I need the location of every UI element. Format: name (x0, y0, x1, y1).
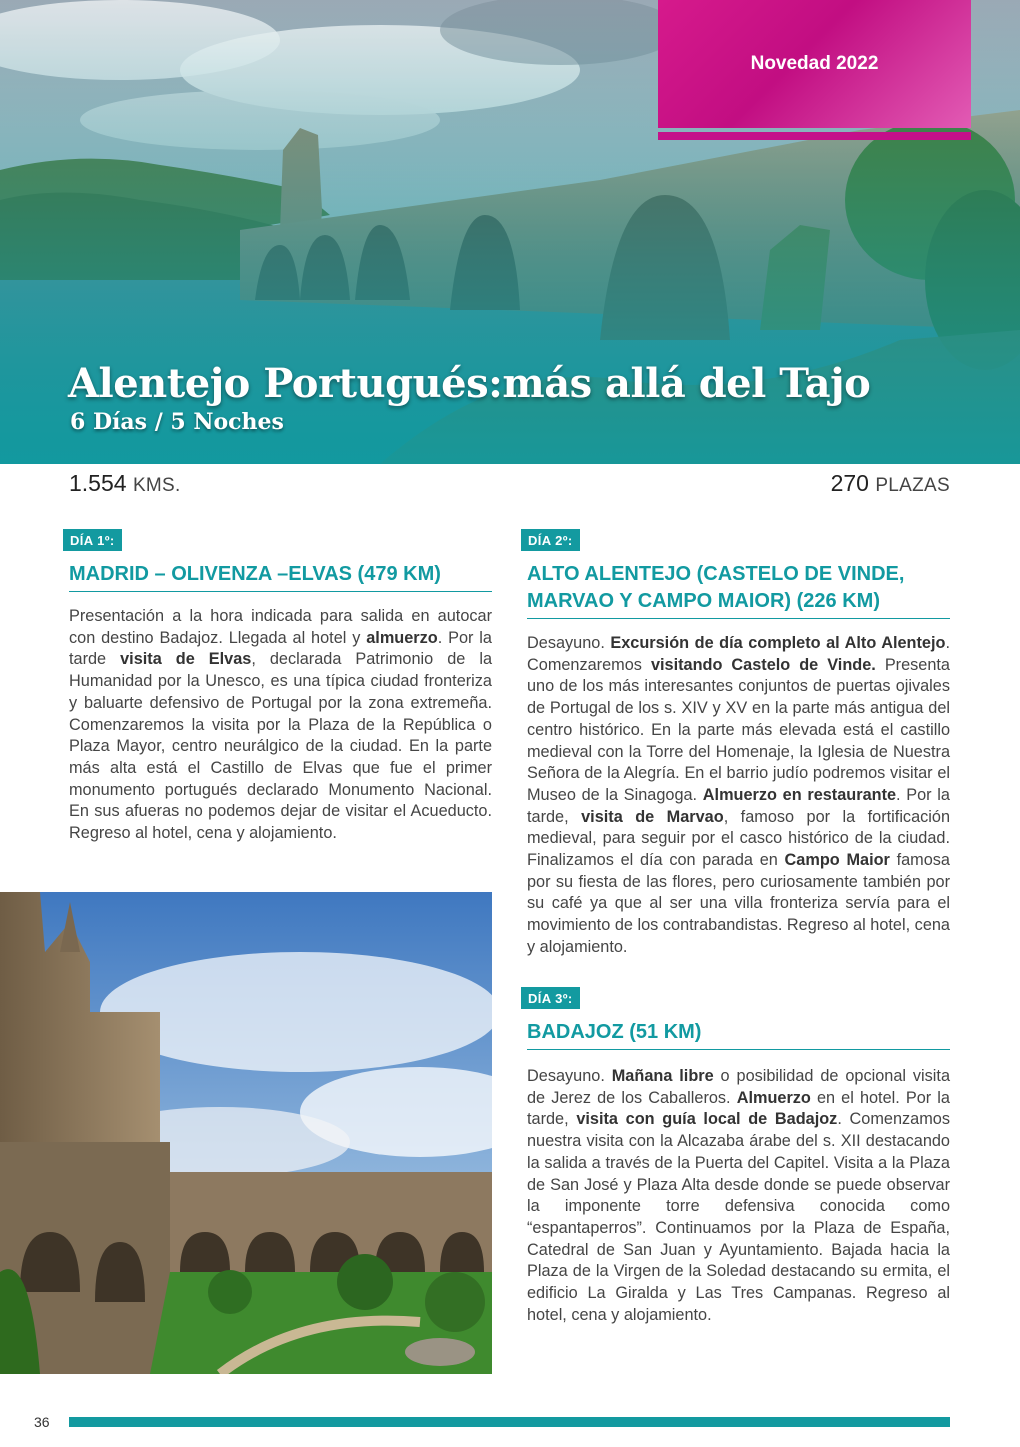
distance-unit: KMS. (132, 475, 181, 496)
day-1-title: MADRID – OLIVENZA –ELVAS (479 KM) (69, 561, 492, 592)
day-1-text: Presentación a la hora indicada para salida en autocar con destino Badajoz. Llegada al hotel y almuerzo. Por la tarde visita de Elvas, declarada Patrimonio de la Humanidad por la Unesco, es una típica ciudad fronteriza y baluarte defensivo de Portugal por la zona extremeña. Comenzaremos la visita por la Plaza de la República o Plaza Mayor, centro neurálgico de la ciudad. En la parte más alta está el Castillo de Elvas que fue el primer monumento portugués declarado Monumento Nacional. En sus afueras no podemos dejar de visitar el Acueducto. Regreso al hotel, cena y alojamiento. (69, 607, 492, 843)
seats-value: 270 (830, 470, 869, 496)
novedad-label: Novedad 2022 (750, 53, 879, 74)
day-1-badge: DÍA 1º: (63, 529, 122, 551)
day-3-title: BADAJOZ (51 KM) (527, 1019, 950, 1050)
page-number: 36 (34, 1414, 50, 1430)
novedad-badge (658, 0, 971, 128)
trip-duration: 6 Días / 5 Noches (70, 409, 284, 435)
page-title: Alentejo Portugués:más allá del Tajo (68, 360, 871, 407)
day-2-text: Desayuno. Excursión de día completo al Alto Alentejo. Comenzaremos visitando Castelo de Vinde. Presenta uno de los más interesantes conjuntos de puertas ojivales de Portugal de los s. XIV y XV en la parte más antigua del centro histórico. En la parte más elevada está el castillo medieval con la Torre del Homenaje, la Iglesia de Nuestra Señora de la Alegría. En el barrio judío podremos visitar el Museo de la Sinagoga. Almuerzo en restaurante. Por la tarde, visita de Marvao, famoso por la fortificación medieval, para seguir por el casco histórico de la ciudad. Finalizamos el día con parada en Campo Maior famosa por su fiesta de las flores, pero curiosamente también por su café ya que al ser una villa fronteriza servía para el movimiento de los contrabandistas. Regreso al hotel, cena y alojamiento. (527, 634, 950, 956)
day-3-badge: DÍA 3º: (521, 987, 580, 1009)
seats-stat (831, 470, 950, 497)
day-2-badge: DÍA 2º: (521, 529, 580, 551)
badge-accent-strip (658, 132, 971, 140)
seats-unit: PLAZAS (875, 475, 950, 496)
cathedral-cloister-photo (0, 892, 492, 1374)
footer-bar (69, 1417, 950, 1427)
distance-value: 1.554 (69, 470, 127, 496)
day-2-title: ALTO ALENTEJO (CASTELO DE VINDE, MARVAO Y CAMPO MAIOR) (226 KM) (527, 561, 950, 619)
day-3-text: Desayuno. Mañana libre o posibilidad de opcional visita de Jerez de los Caballeros. Almuerzo en el hotel. Por la tarde, visita con guía local de Badajoz. Comenzamos nuestra visita con la Alcazaba árabe del s. XII destacando la salida a través de la Puerta del Capitel. Visita a la Plaza de San José y Plaza Alta desde donde se puede observar la imponente torre defensiva conocida como “espantaperros”. Continuamos por la Plaza de España, Catedral de San Juan y Ayuntamiento. Bajada hacia la Plaza de la Virgen de la Soledad destacando su ermita, el edificio La Giralda y Las Tres Campanas. Regreso al hotel, cena y alojamiento. (527, 1067, 950, 1324)
distance-stat (69, 470, 181, 497)
